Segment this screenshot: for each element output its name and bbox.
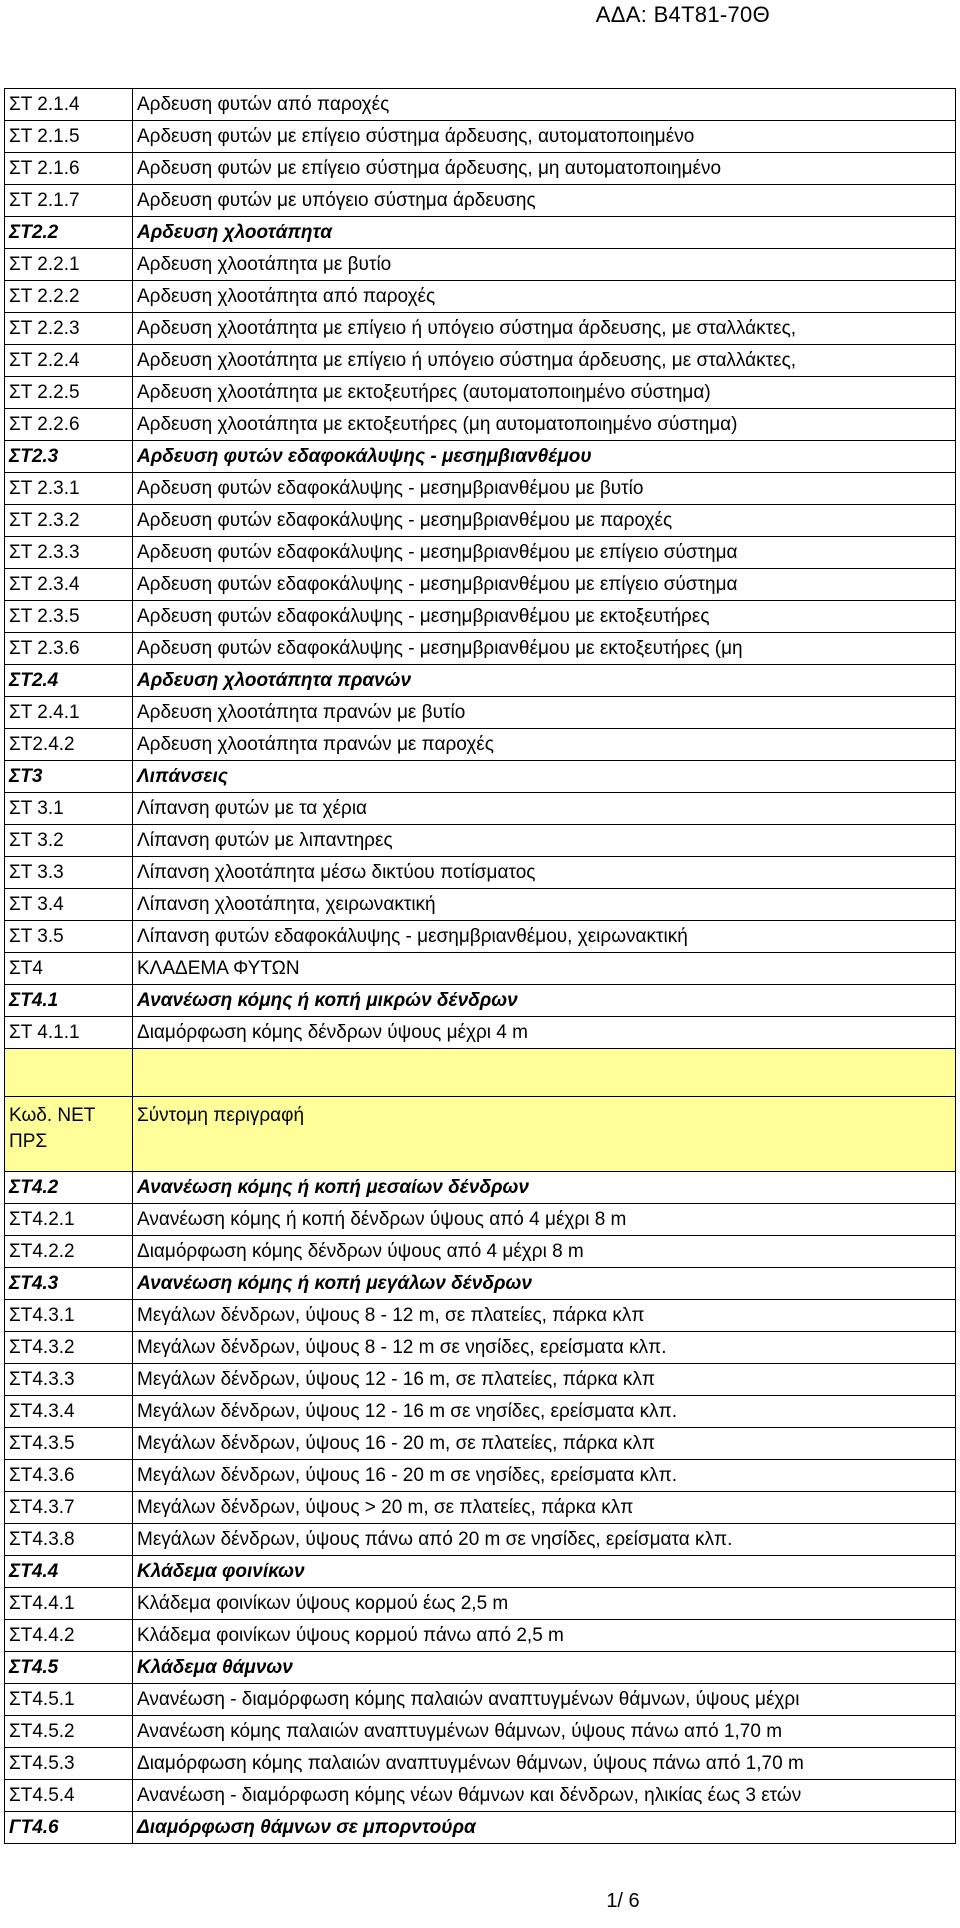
code-cell: ΣΤ4.3.2 [5, 1332, 133, 1364]
description-cell: Μεγάλων δένδρων, ύψους 8 - 12 m σε νησίδες, ερείσματα κλπ. [133, 1332, 956, 1364]
table-body-part1 [5, 89, 956, 1049]
code-cell: ΣΤ 2.2.2 [5, 281, 133, 313]
code-cell: ΣΤ 2.2.5 [5, 377, 133, 409]
description-cell: Αρδευση φυτών εδαφοκάλυψης - μεσημβριανθέμου με παροχές [133, 505, 956, 537]
description-cell: Αρδευση χλοοτάπητα [133, 217, 956, 249]
description-cell: Αρδευση φυτών με επίγειο σύστημα άρδευσης, αυτοματοποιημένο [133, 121, 956, 153]
code-cell: ΣΤ 3.5 [5, 921, 133, 953]
description-cell: Διαμόρφωση κόμης παλαιών αναπτυγμένων θάμνων, ύψους πάνω από 1,70 m [133, 1748, 956, 1780]
description-cell: Αρδευση φυτών από παροχές [133, 89, 956, 121]
code-cell: ΣΤ 3.3 [5, 857, 133, 889]
description-cell: Λιπάνσεις [133, 761, 956, 793]
code-cell: ΣΤ4.3.8 [5, 1524, 133, 1556]
description-cell: Αρδευση χλοοτάπητα πρανών [133, 665, 956, 697]
code-cell: ΓΤ4.6 [5, 1812, 133, 1844]
table-row [5, 1268, 956, 1300]
description-cell: Αρδευση φυτών εδαφοκάλυψης - μεσημβριανθέμου με εκτοξευτήρες [133, 601, 956, 633]
code-table [4, 88, 956, 1844]
description-cell: Αρδευση φυτών εδαφοκάλυψης - μεσημβιανθέμου [133, 441, 956, 473]
table-row [5, 249, 956, 281]
table-row [5, 1620, 956, 1652]
code-cell: ΣΤ 2.1.7 [5, 185, 133, 217]
description-cell: Ανανέωση κόμης ή κοπή μεσαίων δένδρων [133, 1172, 956, 1204]
table-row [5, 761, 956, 793]
code-cell: ΣΤ 2.1.6 [5, 153, 133, 185]
description-cell: Μεγάλων δένδρων, ύψους 8 - 12 m, σε πλατείες, πάρκα κλπ [133, 1300, 956, 1332]
table-row [5, 825, 956, 857]
code-cell: ΣΤ3 [5, 761, 133, 793]
description-cell: Αρδευση χλοοτάπητα με επίγειο ή υπόγειο σύστημα άρδευσης, με σταλλάκτες, [133, 313, 956, 345]
table-row [5, 1716, 956, 1748]
description-cell: Λίπανση χλοοτάπητα μέσω δικτύου ποτίσματος [133, 857, 956, 889]
code-cell: ΣΤ4.1 [5, 985, 133, 1017]
code-cell: ΣΤ 2.3.3 [5, 537, 133, 569]
table-row [5, 1780, 956, 1812]
table-row [5, 1428, 956, 1460]
ada-identifier: ΑΔΑ: Β4Τ81-70Θ [595, 2, 770, 27]
code-cell: ΣΤ2.3 [5, 441, 133, 473]
table-row [5, 1812, 956, 1844]
code-cell: ΣΤ4.2.1 [5, 1204, 133, 1236]
code-cell: ΣΤ4.3.3 [5, 1364, 133, 1396]
code-cell: ΣΤ4.3.7 [5, 1492, 133, 1524]
table-row [5, 1204, 956, 1236]
code-cell: ΣΤ4.5.4 [5, 1780, 133, 1812]
description-cell: Αρδευση φυτών με υπόγειο σύστημα άρδευσης [133, 185, 956, 217]
table-row [5, 281, 956, 313]
code-cell: ΣΤ4.2 [5, 1172, 133, 1204]
description-cell: Μεγάλων δένδρων, ύψους 12 - 16 m, σε πλατείες, πάρκα κλπ [133, 1364, 956, 1396]
code-cell: ΣΤ 2.2.3 [5, 313, 133, 345]
description-cell: Κλάδεμα φοινίκων [133, 1556, 956, 1588]
description-column-header: Σύντομη περιγραφή [133, 1097, 956, 1172]
table-row [5, 1236, 956, 1268]
table-row [5, 1172, 956, 1204]
spacer-cell [133, 1049, 956, 1097]
code-cell: ΣΤ4.4.2 [5, 1620, 133, 1652]
code-cell: ΣΤ 2.3.1 [5, 473, 133, 505]
table-row [5, 1017, 956, 1049]
description-cell: Μεγάλων δένδρων, ύψους 16 - 20 m, σε πλατείες, πάρκα κλπ [133, 1428, 956, 1460]
code-cell: ΣΤ 2.1.4 [5, 89, 133, 121]
table-row [5, 1364, 956, 1396]
table-row [5, 601, 956, 633]
description-cell: Ανανέωση κόμης ή κοπή μεγάλων δένδρων [133, 1268, 956, 1300]
code-cell: ΣΤ4.5 [5, 1652, 133, 1684]
code-cell: ΣΤ 2.3.4 [5, 569, 133, 601]
description-cell: Κλάδεμα θάμνων [133, 1652, 956, 1684]
code-cell: ΣΤ 2.4.1 [5, 697, 133, 729]
description-cell: Αρδευση φυτών εδαφοκάλυψης - μεσημβριανθέμου με επίγειο σύστημα [133, 569, 956, 601]
code-cell: ΣΤ2.4 [5, 665, 133, 697]
table-row [5, 537, 956, 569]
table-row [5, 1492, 956, 1524]
description-cell: Ανανέωση - διαμόρφωση κόμης νέων θάμνων και δένδρων, ηλικίας έως 3 ετών [133, 1780, 956, 1812]
description-cell: Αρδευση χλοοτάπητα πρανών με παροχές [133, 729, 956, 761]
table-body-part2 [5, 1172, 956, 1844]
table-row [5, 793, 956, 825]
description-cell: Κλάδεμα φοινίκων ύψους κορμού πάνω από 2,5 m [133, 1620, 956, 1652]
table-row [5, 665, 956, 697]
code-cell: ΣΤ 2.2.6 [5, 409, 133, 441]
description-cell: Κλάδεμα φοινίκων ύψους κορμού έως 2,5 m [133, 1588, 956, 1620]
table-row [5, 377, 956, 409]
table-row [5, 857, 956, 889]
table-row [5, 1396, 956, 1428]
description-cell: Αρδευση χλοοτάπητα από παροχές [133, 281, 956, 313]
description-cell: Ανανέωση κόμης ή κοπή δένδρων ύψους από 4 μέχρι 8 m [133, 1204, 956, 1236]
code-cell: ΣΤ 2.3.6 [5, 633, 133, 665]
description-cell: Λίπανση φυτών με τα χέρια [133, 793, 956, 825]
spacer-cell [5, 1049, 133, 1097]
description-cell: Ανανέωση - διαμόρφωση κόμης παλαιών αναπτυγμένων θάμνων, ύψους μέχρι [133, 1684, 956, 1716]
code-cell: ΣΤ4.2.2 [5, 1236, 133, 1268]
description-cell: Αρδευση χλοοτάπητα με επίγειο ή υπόγειο σύστημα άρδευσης, με σταλλάκτες, [133, 345, 956, 377]
table-row [5, 313, 956, 345]
table-row [5, 921, 956, 953]
table-row [5, 953, 956, 985]
code-cell: ΣΤ 4.1.1 [5, 1017, 133, 1049]
description-cell: Μεγάλων δένδρων, ύψους πάνω από 20 m σε νησίδες, ερείσματα κλπ. [133, 1524, 956, 1556]
description-cell: Λίπανση φυτών εδαφοκάλυψης - μεσημβριανθέμου, χειρωνακτική [133, 921, 956, 953]
table-row [5, 217, 956, 249]
code-cell: ΣΤ4.4 [5, 1556, 133, 1588]
description-cell: Αρδευση χλοοτάπητα με εκτοξευτήρες (αυτοματοποιημένο σύστημα) [133, 377, 956, 409]
table-row [5, 345, 956, 377]
table-row [5, 1556, 956, 1588]
code-cell: ΣΤ 3.2 [5, 825, 133, 857]
table-row [5, 1652, 956, 1684]
description-cell: Αρδευση φυτών εδαφοκάλυψης - μεσημβριανθέμου με επίγειο σύστημα [133, 537, 956, 569]
table-row [5, 729, 956, 761]
description-cell: Μεγάλων δένδρων, ύψους 16 - 20 m σε νησίδες, ερείσματα κλπ. [133, 1460, 956, 1492]
table-row [5, 1332, 956, 1364]
table-row [5, 697, 956, 729]
code-cell: ΣΤ4.5.3 [5, 1748, 133, 1780]
yellow-spacer-row [5, 1049, 956, 1097]
description-cell: Λίπανση χλοοτάπητα, χειρωνακτική [133, 889, 956, 921]
column-header-row [5, 1097, 956, 1172]
code-cell: ΣΤ 2.3.5 [5, 601, 133, 633]
code-cell: ΣΤ4.3.4 [5, 1396, 133, 1428]
code-cell: ΣΤ2.2 [5, 217, 133, 249]
description-cell: Ανανέωση κόμης παλαιών αναπτυγμένων θάμνων, ύψους πάνω από 1,70 m [133, 1716, 956, 1748]
table-header-block [5, 1049, 956, 1172]
table-row [5, 153, 956, 185]
description-cell: Αρδευση χλοοτάπητα με βυτίο [133, 249, 956, 281]
table-row [5, 505, 956, 537]
code-cell: ΣΤ 2.3.2 [5, 505, 133, 537]
table-row [5, 409, 956, 441]
code-cell: ΣΤ4.5.2 [5, 1716, 133, 1748]
description-cell: Ανανέωση κόμης ή κοπή μικρών δένδρων [133, 985, 956, 1017]
code-cell: ΣΤ4.3 [5, 1268, 133, 1300]
code-cell: ΣΤ4.3.6 [5, 1460, 133, 1492]
description-cell: Αρδευση χλοοτάπητα με εκτοξευτήρες (μη αυτοματοποιημένο σύστημα) [133, 409, 956, 441]
code-cell: ΣΤ2.4.2 [5, 729, 133, 761]
description-cell: Μεγάλων δένδρων, ύψους > 20 m, σε πλατείες, πάρκα κλπ [133, 1492, 956, 1524]
description-cell: Διαμόρφωση κόμης δένδρων ύψους μέχρι 4 m [133, 1017, 956, 1049]
table-row [5, 633, 956, 665]
table-row [5, 569, 956, 601]
code-column-header: Κωδ. ΝΕΤ ΠΡΣ [5, 1097, 133, 1172]
description-cell: Λίπανση φυτών με λιπαντηρες [133, 825, 956, 857]
table-row [5, 89, 956, 121]
table-row [5, 1460, 956, 1492]
table-row [5, 185, 956, 217]
description-cell: ΚΛΑΔΕΜΑ ΦΥΤΩΝ [133, 953, 956, 985]
code-cell: ΣΤ 3.1 [5, 793, 133, 825]
table-row [5, 985, 956, 1017]
description-cell: Αρδευση φυτών με επίγειο σύστημα άρδευσης, μη αυτοματοποιημένο [133, 153, 956, 185]
description-cell: Αρδευση χλοοτάπητα πρανών με βυτίο [133, 697, 956, 729]
description-cell: Διαμόρφωση θάμνων σε μπορντούρα [133, 1812, 956, 1844]
code-cell: ΣΤ4 [5, 953, 133, 985]
table-row [5, 1588, 956, 1620]
description-cell: Διαμόρφωση κόμης δένδρων ύψους από 4 μέχρι 8 m [133, 1236, 956, 1268]
code-cell: ΣΤ4.3.5 [5, 1428, 133, 1460]
code-cell: ΣΤ 3.4 [5, 889, 133, 921]
table-row [5, 1748, 956, 1780]
table-row [5, 1300, 956, 1332]
description-cell: Μεγάλων δένδρων, ύψους 12 - 16 m σε νησίδες, ερείσματα κλπ. [133, 1396, 956, 1428]
page-number: 1/ 6 [606, 1890, 640, 1912]
code-cell: ΣΤ4.5.1 [5, 1684, 133, 1716]
table-row [5, 121, 956, 153]
table-row [5, 1684, 956, 1716]
code-cell: ΣΤ4.4.1 [5, 1588, 133, 1620]
code-cell: ΣΤ 2.1.5 [5, 121, 133, 153]
code-cell: ΣΤ4.3.1 [5, 1300, 133, 1332]
table-row [5, 1524, 956, 1556]
table-row [5, 889, 956, 921]
code-cell: ΣΤ 2.2.1 [5, 249, 133, 281]
description-cell: Αρδευση φυτών εδαφοκάλυψης - μεσημβριανθέμου με εκτοξευτήρες (μη [133, 633, 956, 665]
description-cell: Αρδευση φυτών εδαφοκάλυψης - μεσημβριανθέμου με βυτίο [133, 473, 956, 505]
table-row [5, 473, 956, 505]
table-row [5, 441, 956, 473]
code-cell: ΣΤ 2.2.4 [5, 345, 133, 377]
